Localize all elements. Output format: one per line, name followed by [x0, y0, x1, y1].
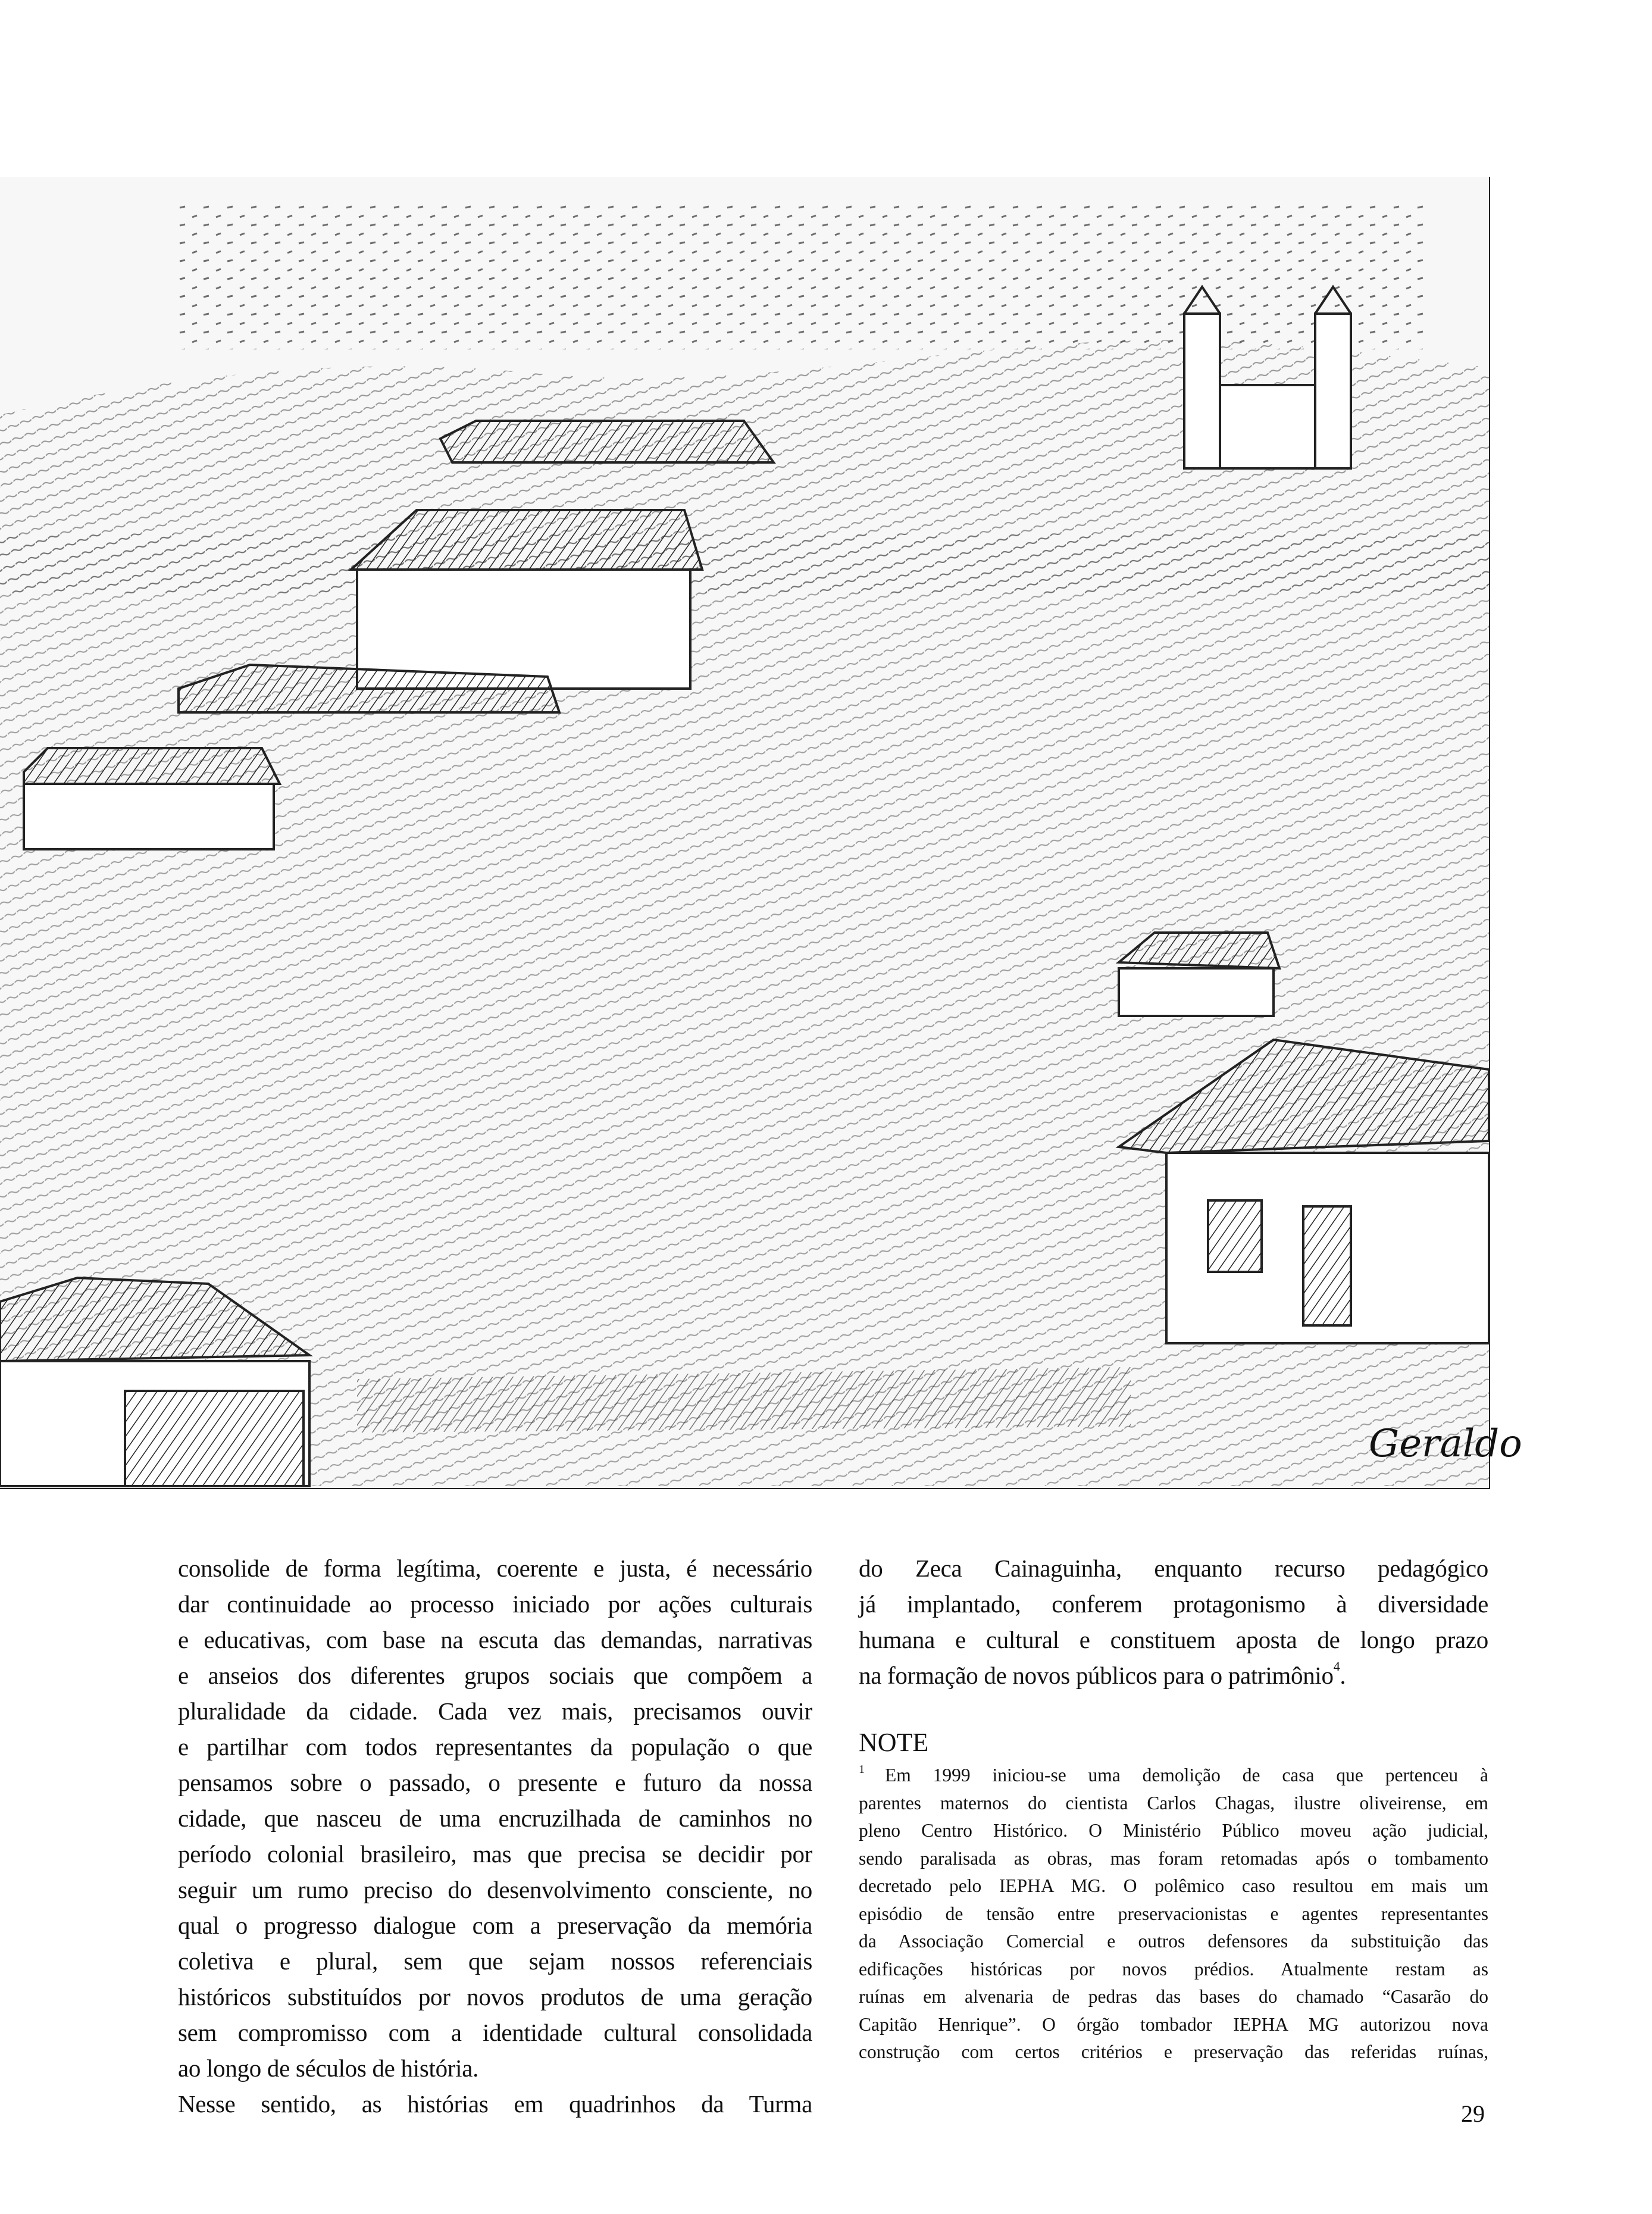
text-line: Nesse sentido, as histórias em quadrinhos da Turma: [178, 2090, 812, 2118]
text-line: pensamos sobre o passado, o presente e futuro da nossa: [178, 1769, 812, 1796]
pen-drawing: [0, 177, 1522, 1488]
text-line: [859, 1586, 1488, 1622]
footnote-line: [859, 1790, 1488, 1818]
text-line: consolide de forma legítima, coerente e justa, é necessário: [178, 1555, 812, 1582]
text-line: históricos substituídos por novos produtos de uma geração: [178, 1983, 812, 2010]
artist-signature: Geraldo: [1369, 1422, 1522, 1466]
footnote-line: [859, 1928, 1488, 1956]
footnote-line: [859, 1872, 1488, 1900]
footnote-text: da Associação Comercial e outros defensores da substituição das: [859, 1931, 1488, 1952]
text-line: coletiva e plural, sem que sejam nossos referenciais: [178, 1947, 812, 1975]
footnote-line: [859, 1900, 1488, 1928]
text-line: período colonial brasileiro, mas que precisa se decidir por: [178, 1840, 812, 1868]
page-number: 29: [1461, 2100, 1485, 2127]
notes-heading: NOTE: [859, 1728, 929, 1757]
footnote-text: Capitão Henrique”. O órgão tombador IEPHA MG autorizou nova: [859, 2013, 1488, 2035]
footnote-text: parentes maternos do cientista Carlos Chagas, ilustre oliveirense, em: [859, 1792, 1488, 1813]
text-line: e educativas, com base na escuta das demandas, narrativas: [178, 1626, 812, 1653]
footnote-text: sendo paralisada as obras, mas foram retomadas após o tombamento: [859, 1847, 1488, 1869]
punctuation: .: [1340, 1662, 1346, 1689]
town-illustration: [0, 177, 1522, 1489]
text-line: [859, 1550, 1488, 1586]
text-line: e anseios dos diferentes grupos sociais que compõem a: [178, 1662, 812, 1689]
footnote-block: [859, 1762, 1488, 2066]
footnote-number: 1: [859, 1763, 865, 1776]
text-line: e partilhar com todos representantes da população o que: [178, 1733, 812, 1760]
footnote-text: episódio de tensão entre preservacionistas e agentes representantes: [859, 1903, 1488, 1924]
footnote-text: Em 1999 iniciou-se uma demolição de casa que pertenceu à: [885, 1765, 1488, 1785]
text-span: na formação de novos públicos para o patrimônio: [859, 1662, 1334, 1689]
text-line: seguir um rumo preciso do desenvolvimento consciente, no: [178, 1876, 812, 1903]
footnote-text: pleno Centro Histórico. O Ministério Público moveu ação judicial,: [859, 1820, 1488, 1841]
footnote-line: [859, 1956, 1488, 1984]
text-line: sem compromisso com a identidade cultural consolidada: [178, 2019, 812, 2046]
birds-flock: [179, 201, 1428, 349]
footnote-reference[interactable]: 4: [1333, 1659, 1340, 1674]
footnote-text: decretado pelo IEPHA MG. O polêmico caso resultou em mais um: [859, 1875, 1488, 1896]
text-span: humana e cultural e constituem aposta de longo prazo: [859, 1626, 1488, 1653]
text-line: qual o progresso dialogue com a preservação da memória: [178, 1912, 812, 1939]
footnote-text: edificações históricas por novos prédios. Atualmente restam as: [859, 1958, 1488, 1980]
text-line: dar continuidade ao processo iniciado por ações culturais: [178, 1590, 812, 1618]
footnote-line: [859, 1983, 1488, 2011]
text-line: pluralidade da cidade. Cada vez mais, precisamos ouvir: [178, 1697, 812, 1725]
footnote-text: construção com certos critérios e preservação das referidas ruínas,: [859, 2041, 1488, 2062]
text-line: [859, 1658, 1488, 1693]
text-line: cidade, que nasceu de uma encruzilhada de caminhos no: [178, 1805, 812, 1832]
footnote-line: [859, 1817, 1488, 1845]
footnote-line: [859, 2011, 1488, 2039]
left-text-column: [178, 1550, 812, 2122]
text-line: ao longo de séculos de história.: [178, 2054, 479, 2082]
right-text-column: [859, 1550, 1488, 1693]
footnote-text: ruínas em alvenaria de pedras das bases do chamado “Casarão do: [859, 1986, 1488, 2007]
footnote-line: [859, 1845, 1488, 1873]
text-span: do Zeca Cainaguinha, enquanto recurso pedagógico: [859, 1555, 1488, 1582]
footnote-line: [859, 2038, 1488, 2066]
text-line: [859, 1622, 1488, 1658]
footnote-line: [859, 1762, 1488, 1790]
text-span: já implantado, conferem protagonismo à diversidade: [859, 1590, 1488, 1618]
